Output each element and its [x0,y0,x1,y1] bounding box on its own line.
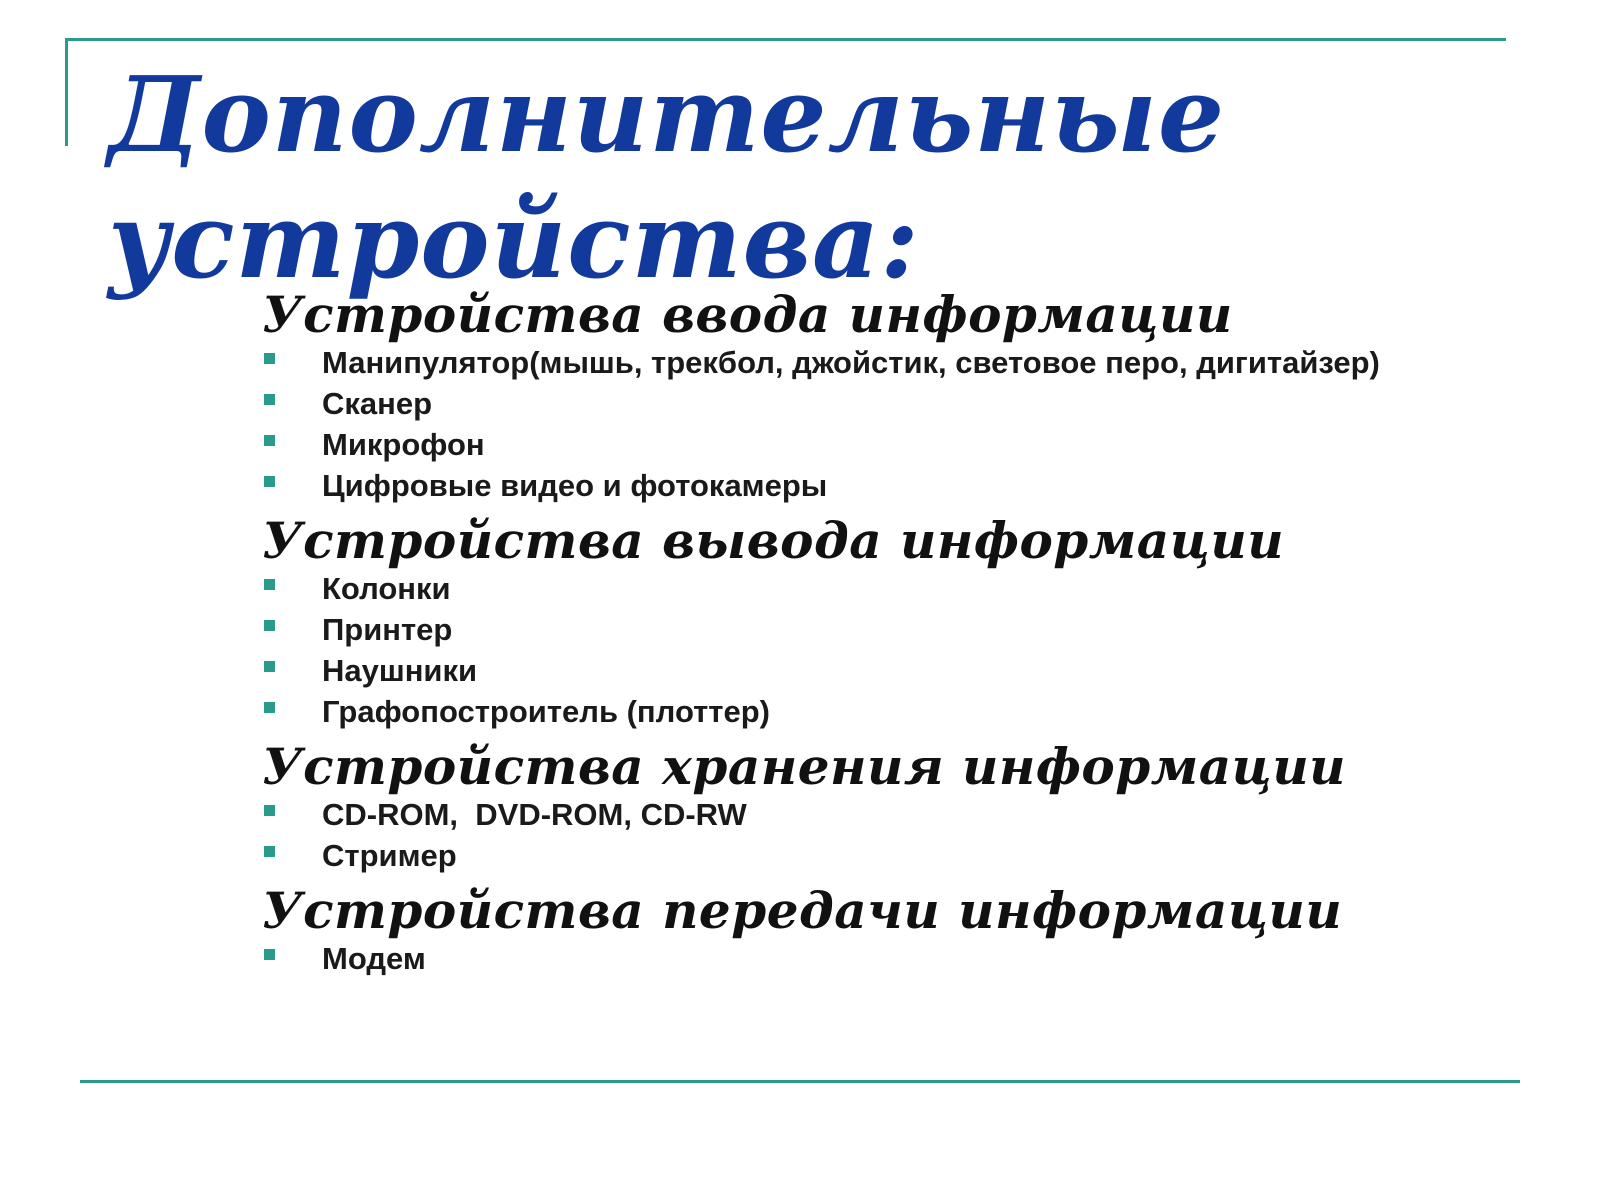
square-bullet-icon [264,476,275,487]
section-heading: Устройства ввода информации [262,285,1233,344]
list-item-text: Стример [322,838,457,873]
section-storage [262,736,1522,872]
square-bullet-icon [264,394,275,405]
slide-title: Дополнительные устройства: [108,53,1226,302]
item-list [262,346,1522,502]
list-item-text: Микрофон [322,427,485,462]
square-bullet-icon [264,702,275,713]
section-heading: Устройства хранения информации [262,737,1347,796]
list-item [262,428,1522,461]
square-bullet-icon [264,353,275,364]
section-output [262,510,1522,728]
list-item [262,654,1522,687]
list-item-text: Графопостроитель (плоттер) [322,694,770,729]
top-divider [66,38,1506,41]
section-heading: Устройства передачи информации [262,881,1343,940]
list-item-text: Сканер [322,386,433,421]
list-item-text: Манипулятор(мышь, трекбол, джойстик, световое перо, дигитайзер) [322,345,1380,380]
square-bullet-icon [264,620,275,631]
list-item [262,798,1522,831]
left-divider [65,38,68,146]
list-item [262,695,1522,728]
content-area [262,284,1522,983]
list-item-text: Наушники [322,653,478,688]
square-bullet-icon [264,579,275,590]
list-item-text: Цифровые видео и фотокамеры [322,468,828,503]
list-item-text: CD-ROM, DVD-ROM, CD-RW [322,797,747,832]
square-bullet-icon [264,949,275,960]
list-item-text: Модем [322,941,426,976]
list-item-text: Принтер [322,612,453,647]
list-item [262,839,1522,872]
bottom-divider [80,1080,1520,1083]
item-list [262,798,1522,872]
list-item [262,613,1522,646]
list-item [262,387,1522,420]
list-item [262,572,1522,605]
list-item [262,469,1522,502]
section-input [262,284,1522,502]
list-item [262,942,1522,975]
list-item-text: Колонки [322,571,451,606]
square-bullet-icon [264,661,275,672]
list-item [262,346,1522,379]
section-heading: Устройства вывода информации [262,511,1285,570]
item-list [262,942,1522,975]
section-transfer [262,880,1522,975]
square-bullet-icon [264,846,275,857]
square-bullet-icon [264,435,275,446]
item-list [262,572,1522,728]
square-bullet-icon [264,805,275,816]
